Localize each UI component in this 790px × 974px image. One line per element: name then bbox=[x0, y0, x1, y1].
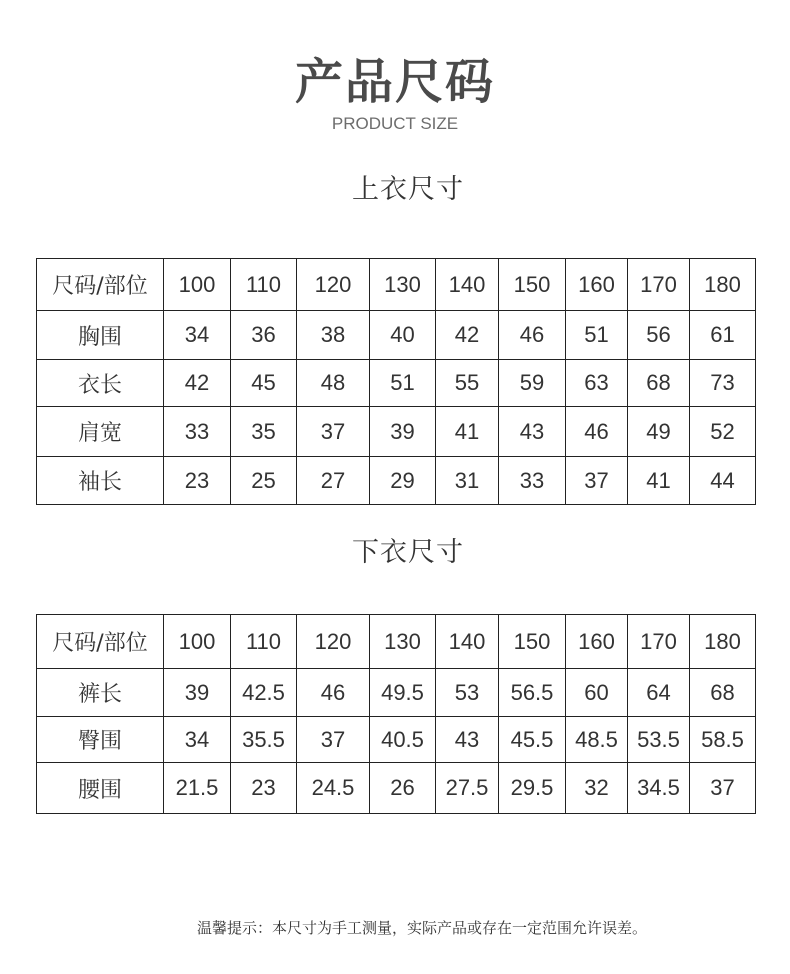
table-cell: 23 bbox=[164, 457, 231, 505]
table-cell: 64 bbox=[628, 669, 690, 717]
table-cell: 68 bbox=[628, 360, 690, 407]
table-cell: 29 bbox=[370, 457, 436, 505]
table-row bbox=[37, 457, 756, 505]
row-label: 腰围 bbox=[37, 763, 164, 814]
row-label: 裤长 bbox=[37, 669, 164, 717]
header-cell: 尺码/部位 bbox=[37, 615, 164, 669]
table-row bbox=[37, 407, 756, 457]
table-cell: 29.5 bbox=[499, 763, 566, 814]
header-cell: 130 bbox=[370, 615, 436, 669]
table-cell: 36 bbox=[231, 311, 297, 360]
top-size-table bbox=[36, 258, 756, 505]
table-cell: 49 bbox=[628, 407, 690, 457]
header-cell: 150 bbox=[499, 259, 566, 311]
table-cell: 21.5 bbox=[164, 763, 231, 814]
table-row bbox=[37, 763, 756, 814]
table-cell: 38 bbox=[297, 311, 370, 360]
table-row bbox=[37, 669, 756, 717]
table-cell: 51 bbox=[370, 360, 436, 407]
table-cell: 63 bbox=[566, 360, 628, 407]
header-cell: 100 bbox=[164, 615, 231, 669]
header-cell: 160 bbox=[566, 615, 628, 669]
table-cell: 73 bbox=[690, 360, 756, 407]
table-cell: 45.5 bbox=[499, 717, 566, 763]
table-cell: 53.5 bbox=[628, 717, 690, 763]
table-cell: 46 bbox=[297, 669, 370, 717]
table-cell: 41 bbox=[436, 407, 499, 457]
header-cell: 120 bbox=[297, 615, 370, 669]
header-cell: 170 bbox=[628, 615, 690, 669]
page-subtitle: PRODUCT SIZE bbox=[331, 114, 459, 133]
table-cell: 42 bbox=[164, 360, 231, 407]
header-cell: 180 bbox=[690, 615, 756, 669]
table-cell: 46 bbox=[566, 407, 628, 457]
row-label: 袖长 bbox=[37, 457, 164, 505]
table-cell: 34 bbox=[164, 311, 231, 360]
table-header-row bbox=[37, 615, 756, 669]
table-cell: 41 bbox=[628, 457, 690, 505]
header-cell: 尺码/部位 bbox=[37, 259, 164, 311]
row-label: 胸围 bbox=[37, 311, 164, 360]
row-label: 肩宽 bbox=[37, 407, 164, 457]
header-cell: 170 bbox=[628, 259, 690, 311]
table-cell: 27.5 bbox=[436, 763, 499, 814]
table-cell: 56.5 bbox=[499, 669, 566, 717]
table-cell: 39 bbox=[164, 669, 231, 717]
bottom-section-heading: 下衣尺寸 bbox=[352, 537, 464, 568]
page-title: 产品尺码 bbox=[294, 54, 495, 110]
table-cell: 56 bbox=[628, 311, 690, 360]
row-label: 衣长 bbox=[37, 360, 164, 407]
table-cell: 27 bbox=[297, 457, 370, 505]
table-cell: 42.5 bbox=[231, 669, 297, 717]
measurement-note: 温馨提示：本尺寸为手工测量，实际产品或存在一定范围允许误差。 bbox=[196, 919, 647, 937]
header-cell: 100 bbox=[164, 259, 231, 311]
table-cell: 34.5 bbox=[628, 763, 690, 814]
table-cell: 31 bbox=[436, 457, 499, 505]
table-cell: 23 bbox=[231, 763, 297, 814]
table-cell: 33 bbox=[499, 457, 566, 505]
table-cell: 51 bbox=[566, 311, 628, 360]
header-cell: 130 bbox=[370, 259, 436, 311]
header-cell: 160 bbox=[566, 259, 628, 311]
table-row bbox=[37, 360, 756, 407]
table-cell: 45 bbox=[231, 360, 297, 407]
table-cell: 34 bbox=[164, 717, 231, 763]
header-cell: 120 bbox=[297, 259, 370, 311]
table-cell: 37 bbox=[566, 457, 628, 505]
table-cell: 35 bbox=[231, 407, 297, 457]
top-section-heading: 上衣尺寸 bbox=[352, 174, 464, 205]
table-row bbox=[37, 311, 756, 360]
table-cell: 24.5 bbox=[297, 763, 370, 814]
table-cell: 55 bbox=[436, 360, 499, 407]
table-cell: 68 bbox=[690, 669, 756, 717]
table-cell: 26 bbox=[370, 763, 436, 814]
header-cell: 140 bbox=[436, 259, 499, 311]
table-cell: 25 bbox=[231, 457, 297, 505]
table-cell: 32 bbox=[566, 763, 628, 814]
table-cell: 42 bbox=[436, 311, 499, 360]
table-cell: 40 bbox=[370, 311, 436, 360]
row-label: 臀围 bbox=[37, 717, 164, 763]
bottom-size-table bbox=[36, 614, 756, 814]
table-cell: 46 bbox=[499, 311, 566, 360]
table-header-row bbox=[37, 259, 756, 311]
table-cell: 61 bbox=[690, 311, 756, 360]
table-row bbox=[37, 717, 756, 763]
header-cell: 110 bbox=[231, 615, 297, 669]
table-cell: 39 bbox=[370, 407, 436, 457]
table-cell: 58.5 bbox=[690, 717, 756, 763]
table-cell: 43 bbox=[436, 717, 499, 763]
table-cell: 44 bbox=[690, 457, 756, 505]
table-cell: 40.5 bbox=[370, 717, 436, 763]
table-cell: 48.5 bbox=[566, 717, 628, 763]
table-cell: 52 bbox=[690, 407, 756, 457]
table-cell: 59 bbox=[499, 360, 566, 407]
table-cell: 37 bbox=[297, 407, 370, 457]
table-cell: 37 bbox=[297, 717, 370, 763]
table-cell: 37 bbox=[690, 763, 756, 814]
table-cell: 33 bbox=[164, 407, 231, 457]
header-cell: 150 bbox=[499, 615, 566, 669]
table-cell: 49.5 bbox=[370, 669, 436, 717]
table-cell: 60 bbox=[566, 669, 628, 717]
table-cell: 43 bbox=[499, 407, 566, 457]
table-cell: 53 bbox=[436, 669, 499, 717]
header-cell: 110 bbox=[231, 259, 297, 311]
header-cell: 180 bbox=[690, 259, 756, 311]
table-cell: 35.5 bbox=[231, 717, 297, 763]
table-cell: 48 bbox=[297, 360, 370, 407]
header-cell: 140 bbox=[436, 615, 499, 669]
